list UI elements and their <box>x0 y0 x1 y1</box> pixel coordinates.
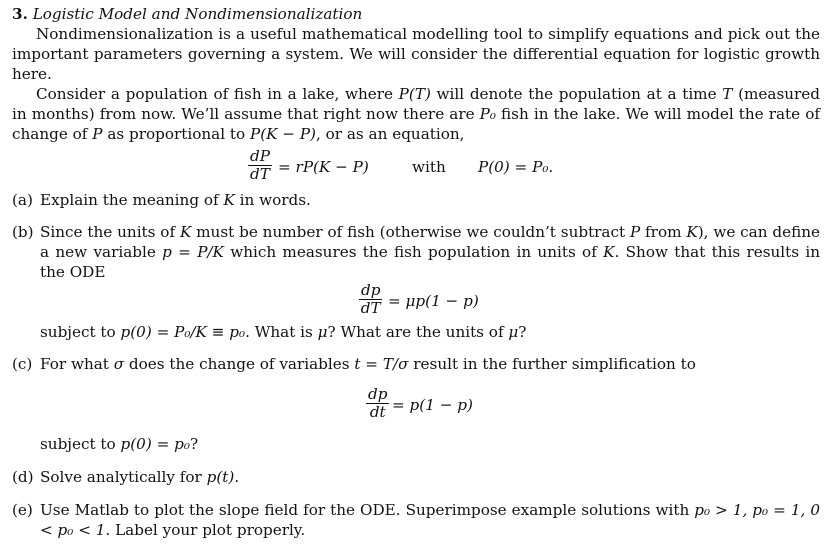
part-d: (d) Solve analytically for p(t). <box>12 468 240 486</box>
part-b: (b) Since the units of K must be number of fish (otherwise we couldn’t subtract P from K), we can define a new variable p = P/K which measures the fish population in units of K. Show that this results in the ODE <box>12 223 820 281</box>
part-c-equation-rhs: = p(1 − p) <box>392 396 473 414</box>
problem-title: Logistic Model and Nondimensionalization <box>32 5 363 23</box>
equation-with: with <box>412 158 446 176</box>
part-c-label: (c) <box>12 355 33 373</box>
problem-heading <box>12 4 820 24</box>
part-b-equation <box>12 282 820 322</box>
part-a: (a) Explain the meaning of K in words. <box>12 191 311 209</box>
part-c-equation <box>12 374 820 434</box>
equation-rhs: = rP(K − P) <box>278 158 369 176</box>
part-d-label: (d) <box>12 468 34 486</box>
part-b-equation-rhs: = μp(1 − p) <box>388 292 479 310</box>
part-c-fraction: $\frac{dp}{dt}$ <box>368 385 388 421</box>
equation-fraction: $\frac{dP}{dT}$ <box>250 147 270 183</box>
problem-number: 3. <box>12 5 28 23</box>
part-e: (e) Use Matlab to plot the slope field for the ODE. Superimpose example solutions with p₀ > 1, p₀ = 1, 0 < p₀ < 1. Label your plot properly. <box>12 501 820 539</box>
intro-paragraph-1: Nondimensionalization is a useful mathematical modelling tool to simplify equations and pick out the important parameters governing a system. We will consider the differential equation for logistic growth here. <box>12 25 820 83</box>
part-b-subject: subject to p(0) = P₀/K ≡ p₀. What is μ? What are the units of μ? <box>40 323 527 341</box>
initial-condition: P(0) = P₀. <box>478 158 554 176</box>
problem-page <box>12 4 820 540</box>
part-a-label: (a) <box>12 191 33 209</box>
part-c: (c) For what σ does the change of variables t = T/σ result in the further simplification to <box>12 355 696 373</box>
part-b-fraction: $\frac{dp}{dT}$ <box>360 281 381 317</box>
part-b-label: (b) <box>12 223 34 241</box>
logistic-equation <box>12 144 820 190</box>
intro-paragraph-2: Consider a population of fish in a lake, where P(T) will denote the population at a time T (measured in months) from now. We’ll assume that right now there are P₀ fish in the lake. We will model the rate of change of P as proportional to P(K − P), or as an equation, <box>12 85 821 143</box>
part-c-subject: subject to p(0) = p₀? <box>40 435 199 453</box>
part-e-label: (e) <box>12 501 33 519</box>
